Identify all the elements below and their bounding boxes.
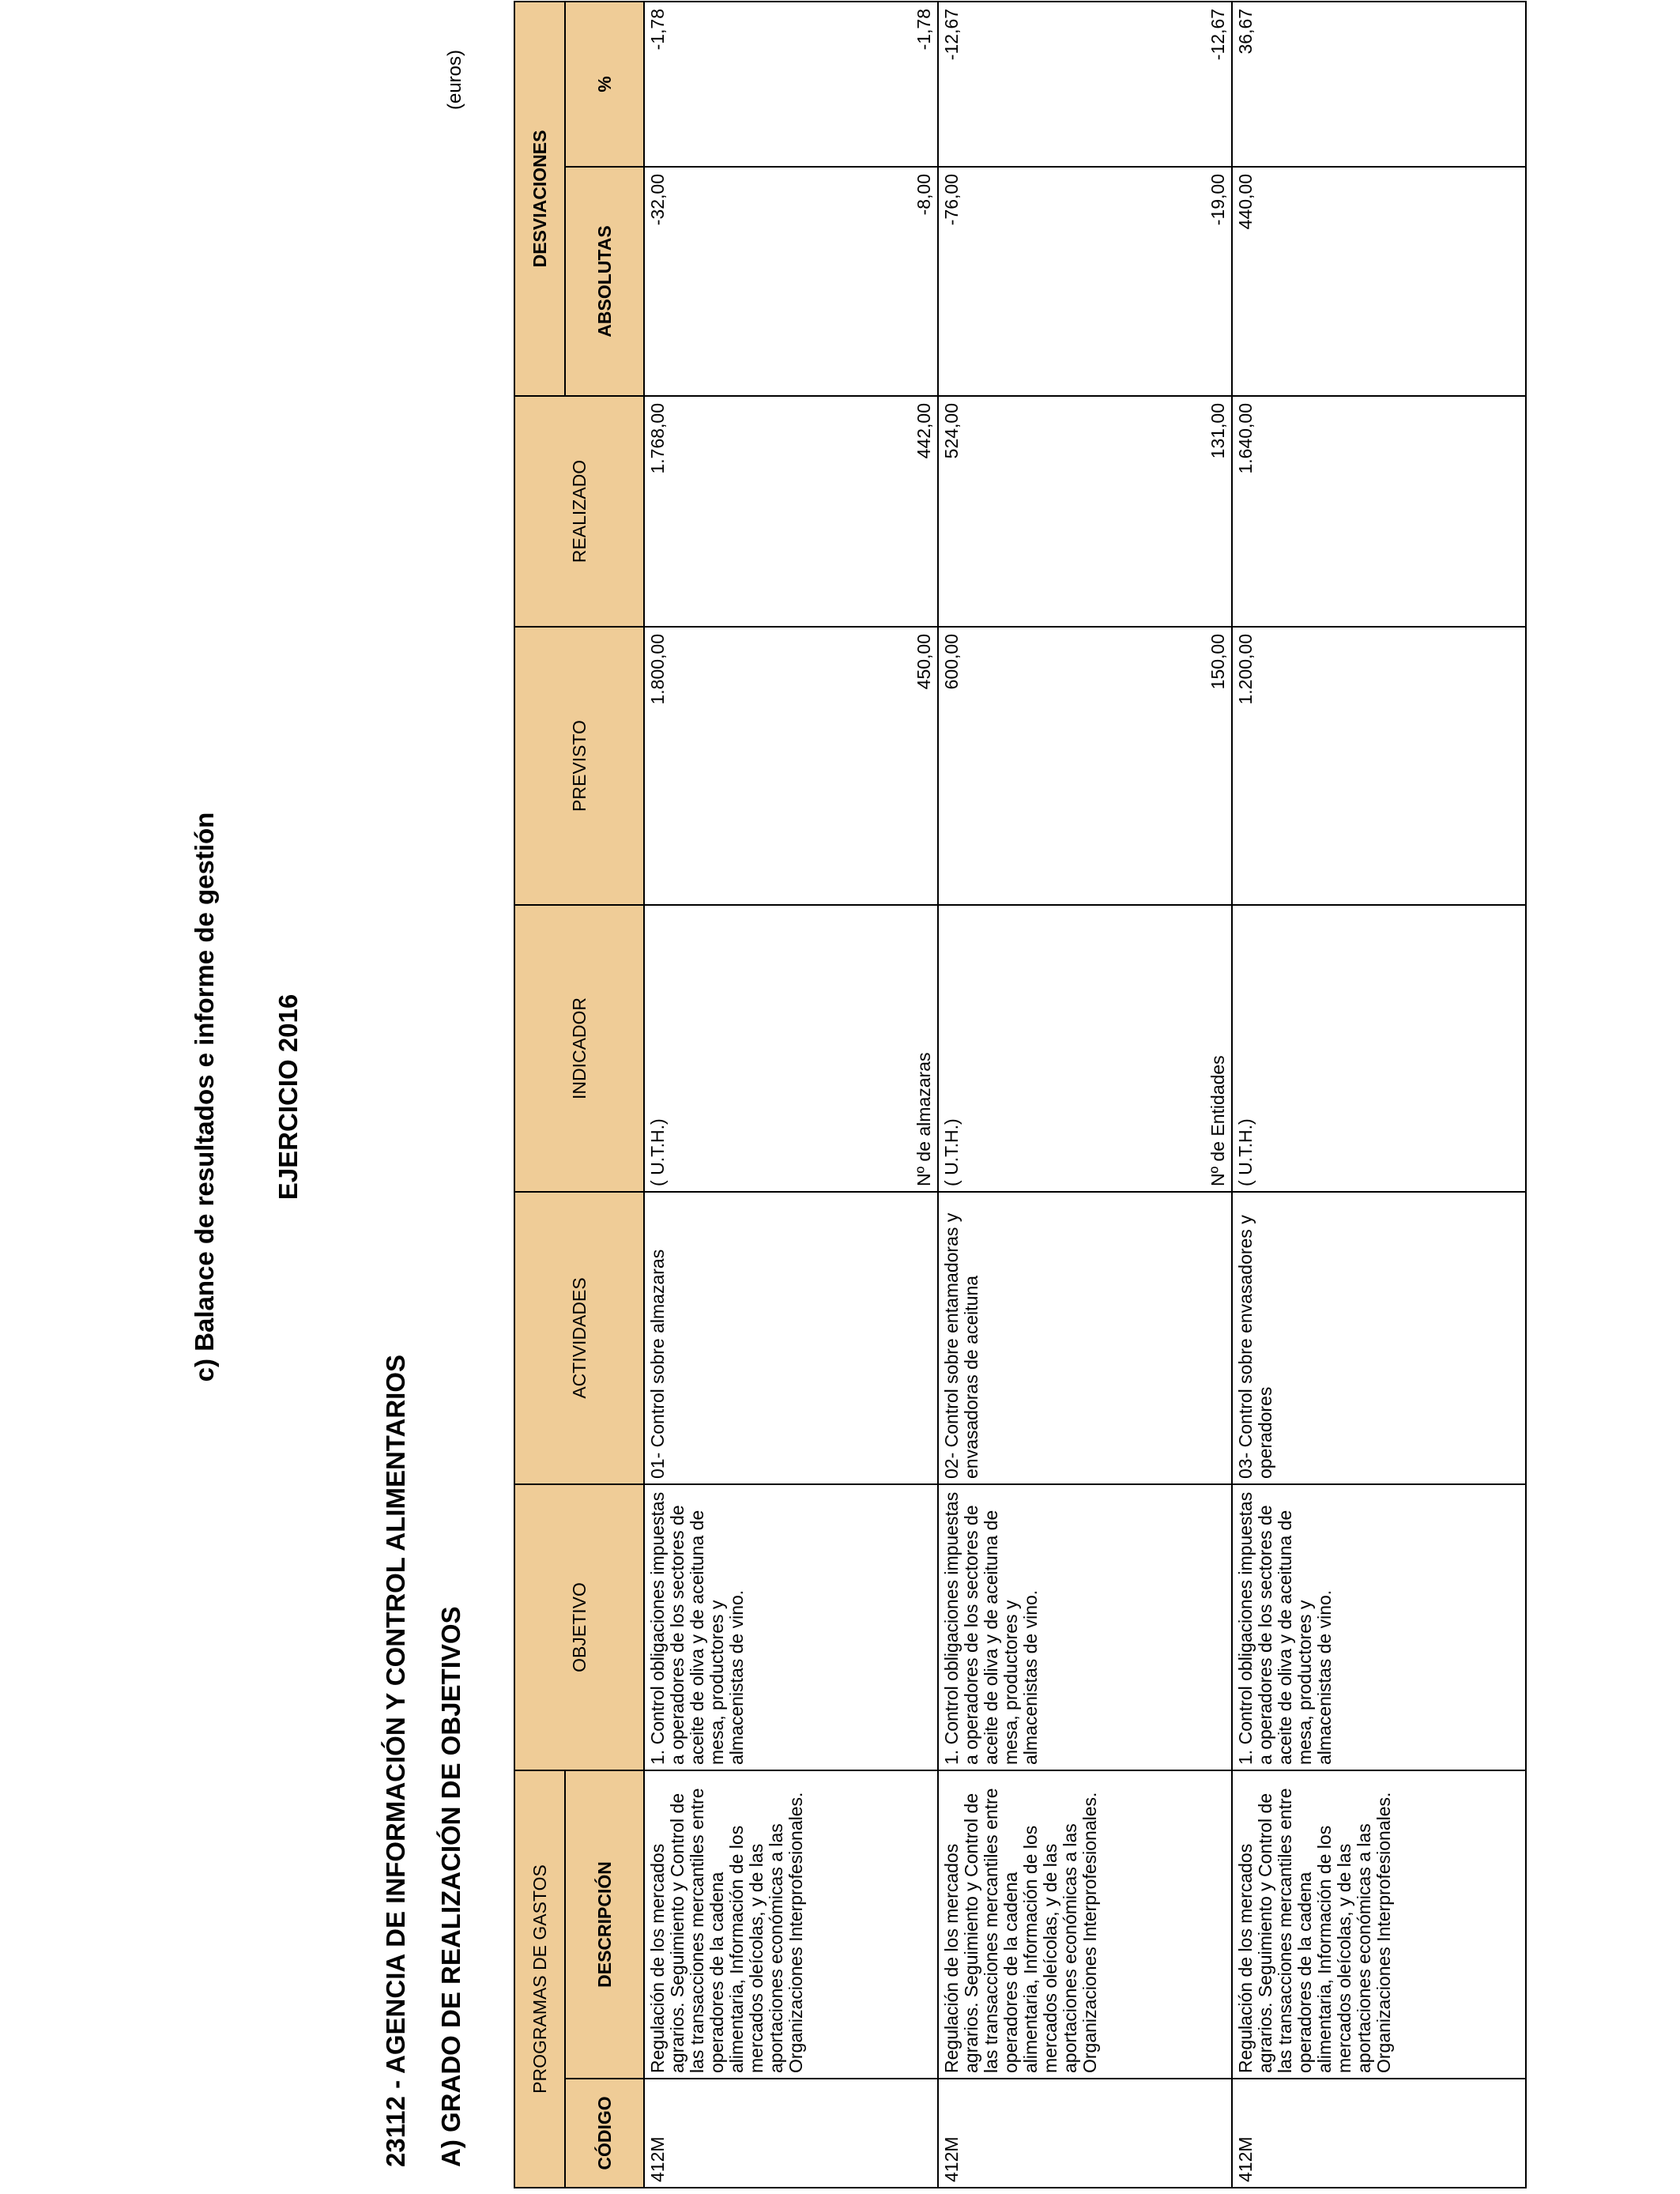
- group-header-programs: PROGRAMAS DE GASTOS: [514, 1770, 565, 2188]
- cell-indicador: ( U.T.H.): [1235, 1118, 1256, 1186]
- group-header-desviaciones: DESVIACIONES: [514, 2, 565, 396]
- cell-actividades: 03- Control sobre envasadores y operadores: [1235, 1215, 1275, 1479]
- cell-absolutas: -32,00: [647, 173, 668, 226]
- report-title: c) Balance de resultados e informe de gestión: [190, 812, 219, 1382]
- cell-porcentaje: -12,67: [941, 8, 962, 61]
- cell-previsto: 1.800,00: [647, 633, 668, 705]
- objectives-table: [514, 1, 1527, 2188]
- cell-absolutas: -8,00: [913, 173, 934, 216]
- column-header-objetivo: OBJETIVO: [514, 1484, 644, 1770]
- column-header-descripcion: DESCRIPCIÓN: [565, 1770, 644, 2079]
- cell-absolutas: 440,00: [1235, 173, 1256, 230]
- agency-heading: 23112 - AGENCIA DE INFORMACIÓN Y CONTROL ALIMENTARIOS: [381, 1354, 410, 2167]
- column-header-indicador: INDICADOR: [514, 905, 644, 1192]
- cell-indicador: ( U.T.H.): [647, 1118, 668, 1186]
- cell-previsto: 600,00: [941, 633, 962, 690]
- cell-realizado: 1.640,00: [1235, 402, 1256, 474]
- column-header-actividades: ACTIVIDADES: [514, 1192, 644, 1484]
- cell-codigo: 412M: [941, 2136, 962, 2182]
- cell-porcentaje: -1,78: [913, 8, 934, 51]
- cell-codigo: 412M: [1235, 2136, 1256, 2182]
- cell-previsto: 1.200,00: [1235, 633, 1256, 705]
- fiscal-year: EJERCICIO 2016: [273, 993, 303, 1201]
- column-header-realizado: REALIZADO: [514, 396, 644, 627]
- cell-realizado: 1.768,00: [647, 402, 668, 474]
- cell-absolutas: -19,00: [1207, 173, 1228, 226]
- cell-objetivo: 1. Control obligaciones impuestas a operadores de los sectores de aceite de oliva y de aceituna de mesa, productores y almacenistas de vino.: [1235, 1491, 1335, 1765]
- cell-porcentaje: -1,78: [647, 8, 668, 51]
- cell-indicador: Nº de almazaras: [913, 1052, 934, 1186]
- section-heading: A) GRADO DE REALIZACIÓN DE OBJETIVOS: [436, 1606, 465, 2167]
- cell-objetivo: 1. Control obligaciones impuestas a operadores de los sectores de aceite de oliva y de aceituna de mesa, productores y almacenistas de vino.: [941, 1491, 1041, 1765]
- cell-actividades: 02- Control sobre entamadoras y envasadoras de aceituna: [941, 1212, 981, 1479]
- cell-realizado: 442,00: [913, 402, 934, 459]
- cell-previsto: 450,00: [913, 633, 934, 690]
- cell-indicador: ( U.T.H.): [941, 1118, 962, 1186]
- column-header-absolutas: ABSOLUTAS: [565, 167, 644, 396]
- cell-descripcion: Regulación de los mercados agrarios. Seguimiento y Control de las transacciones mercantiles entre operadores de la cadena alimentaria, Información de los mercados oleícolas, y de las aportaciones económicas a las Organizaciones Interprofesionales.: [1235, 1788, 1394, 2073]
- cell-actividades: 01- Control sobre almazaras: [647, 1249, 668, 1479]
- column-header-previsto: PREVISTO: [514, 627, 644, 905]
- table-row: [1232, 2, 1526, 2188]
- cell-objetivo: 1. Control obligaciones impuestas a operadores de los sectores de aceite de oliva y de aceituna de mesa, productores y almacenistas de vino.: [647, 1491, 747, 1765]
- cell-absolutas: -76,00: [941, 173, 962, 226]
- cell-realizado: 131,00: [1207, 402, 1228, 459]
- table-row: [938, 2, 1232, 2188]
- cell-descripcion: Regulación de los mercados agrarios. Seguimiento y Control de las transacciones mercantiles entre operadores de la cadena alimentaria, Información de los mercados oleícolas, y de las aportaciones económicas a las Organizaciones Interprofesionales.: [941, 1788, 1100, 2073]
- cell-porcentaje: -12,67: [1207, 8, 1228, 61]
- cell-indicador: Nº de Entidades: [1207, 1055, 1228, 1186]
- cell-porcentaje: 36,67: [1235, 8, 1256, 55]
- cell-previsto: 150,00: [1207, 633, 1228, 690]
- currency-units: (euros): [444, 49, 465, 111]
- cell-descripcion: Regulación de los mercados agrarios. Seguimiento y Control de las transacciones mercantiles entre operadores de la cadena alimentaria, Información de los mercados oleícolas, y de las aportaciones económicas a las Organizaciones Interprofesionales.: [647, 1788, 806, 2073]
- cell-realizado: 524,00: [941, 402, 962, 459]
- table-row: [644, 2, 938, 2188]
- column-header-codigo: CÓDIGO: [565, 2079, 644, 2188]
- cell-codigo: 412M: [647, 2136, 668, 2182]
- column-header-porcentaje: %: [565, 2, 644, 167]
